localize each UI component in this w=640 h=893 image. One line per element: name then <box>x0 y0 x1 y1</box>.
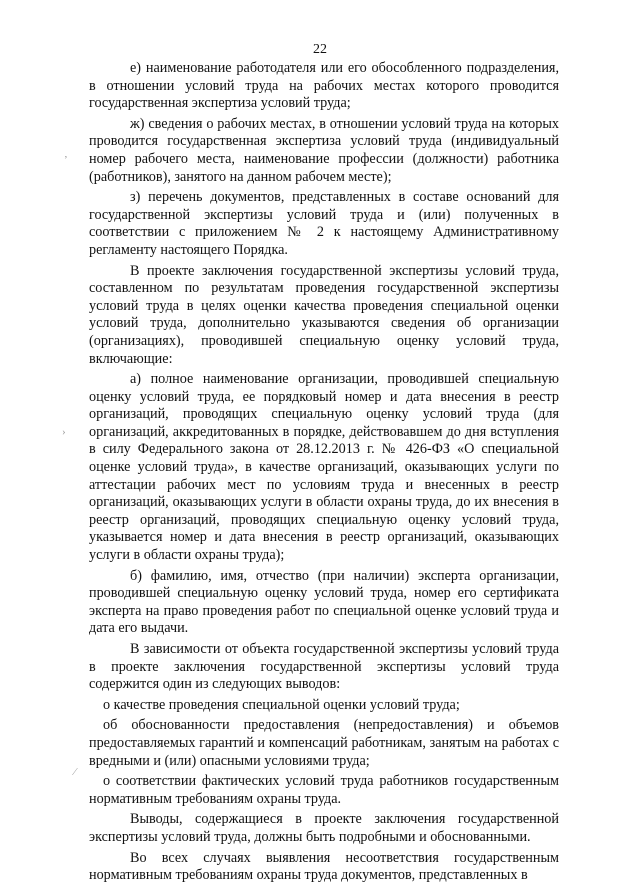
paragraph-zh: ж) сведения о рабочих местах, в отношении условий труда на которых проводится государственная экспертиза условий труда (индивидуальный номер рабочего места, наименование профессии (должности) работника (работников), занятого на данном рабочем месте); <box>89 115 559 185</box>
paragraph-e: е) наименование работодателя или его обособленного подразделения, в отношении условий труда на рабочих местах которого проводится государственная экспертиза условий труда; <box>89 60 559 112</box>
margin-mark: ⁄ <box>74 766 76 778</box>
paragraph-nonconformity: Во всех случаях выявления несоответствия государственным нормативным требованиям охраны труда документов, представленных в <box>89 849 559 884</box>
paragraph-conclusions-intro: В зависимости от объекта государственной экспертизы условий труда в проекте заключения государственной экспертизы условий труда содержится один из следующих выводов: <box>89 641 559 693</box>
conclusion-item-quality: о качестве проведения специальной оценки условий труда; <box>103 696 460 713</box>
paragraph-b: б) фамилию, имя, отчество (при наличии) эксперта организации, проводившей специальную оценку условий труда, номер его сертификата эксперта на право проведения работ по специальной оценке условий труда и дата его выдачи. <box>89 567 559 637</box>
page-number: 22 <box>313 42 327 57</box>
conclusion-item-compliance: о соответствии фактических условий труда работников государственным нормативным требованиям охраны труда. <box>89 773 559 807</box>
margin-mark: › <box>62 426 66 438</box>
conclusion-item-guarantees: об обоснованности предоставления (непредоставления) и объемов предоставляемых гарантий и компенсаций работникам, занятым на работах с вредными и (или) опасными условиями труда; <box>89 717 559 769</box>
paragraph-project-info: В проекте заключения государственной экспертизы условий труда, составленном по результатам проведения государственной экспертизы условий труда в целях оценки качества проведения специальной оценки условий труда, дополнительно указываются сведения об организации (организациях), проводившей специальную оценку условий труда, включающие: <box>89 262 559 367</box>
paragraph-z: з) перечень документов, представленных в составе оснований для государственной экспертизы условий труда и (или) полученных в соответствии с приложением № 2 к настоящему Административному регламенту настоящего Порядка. <box>89 189 559 258</box>
margin-mark: ‚ <box>64 148 68 160</box>
paragraph-a: а) полное наименование организации, проводившей специальную оценку условий труда, ее порядковый номер и дата внесения в реестр организаций, проводящих специальную оценку условий труда (для организаций, аккредитованных в порядке, действовавшем до дня вступления в силу Федерального закона от 28.12.2013 г. № 426-ФЗ «О специальной оценке условий труда», в качестве организаций, оказывающих услуги по аттестации рабочих мест по условиям труда и внесенных в реестр организаций, оказывающих услуги в области охраны труда, до их внесения в реестр организаций, проводящих специальную оценку условий труда, указывается номер и дата внесения в реестр организаций, оказывающих услуги в области охраны труда); <box>89 371 559 564</box>
document-body <box>89 60 559 888</box>
paragraph-conclusions-detail: Выводы, содержащиеся в проекте заключения государственной экспертизы условий труда, должны быть подробными и обоснованными. <box>89 811 559 845</box>
